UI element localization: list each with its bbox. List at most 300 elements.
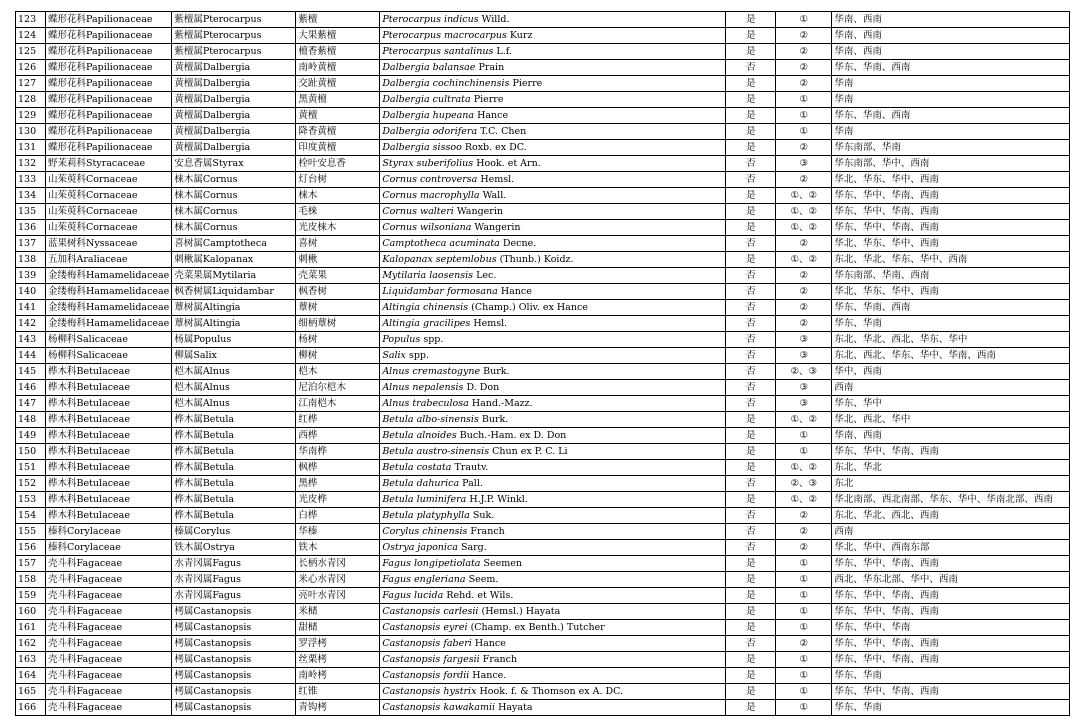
category-cell: ② bbox=[776, 60, 832, 76]
flag-cell: 否 bbox=[726, 540, 776, 556]
distribution-cell: 华东、华中、华南、西南 bbox=[832, 588, 1070, 604]
distribution-cell: 华北、西北、华中 bbox=[832, 412, 1070, 428]
row-number: 149 bbox=[16, 428, 46, 444]
distribution-cell: 东北 bbox=[832, 476, 1070, 492]
author-citation: Hook. et Arn. bbox=[476, 158, 541, 169]
author-citation: Pierre bbox=[473, 94, 504, 105]
category-cell: ① bbox=[776, 444, 832, 460]
latin-binomial: Castanopsis kawakamii bbox=[382, 702, 496, 713]
category-cell: ③ bbox=[776, 332, 832, 348]
flag-cell: 是 bbox=[726, 76, 776, 92]
author-citation: Pierre bbox=[512, 78, 543, 89]
flag-cell: 否 bbox=[726, 316, 776, 332]
flag-cell: 是 bbox=[726, 604, 776, 620]
category-cell: ② bbox=[776, 236, 832, 252]
scientific-name-cell bbox=[380, 60, 726, 76]
flag-cell: 是 bbox=[726, 188, 776, 204]
genus-cell: 栲属Castanopsis bbox=[172, 684, 296, 700]
scientific-name-cell bbox=[380, 556, 726, 572]
genus-cell: 黄檀属Dalbergia bbox=[172, 140, 296, 156]
scientific-name-cell bbox=[380, 684, 726, 700]
author-citation: Burk. bbox=[483, 366, 510, 377]
author-citation: Hance bbox=[477, 110, 509, 121]
row-number: 151 bbox=[16, 460, 46, 476]
row-number: 143 bbox=[16, 332, 46, 348]
family-cell: 壳斗科Fagaceae bbox=[46, 652, 172, 668]
flag-cell: 否 bbox=[726, 156, 776, 172]
genus-cell: 紫檀属Pterocarpus bbox=[172, 44, 296, 60]
category-cell: ② bbox=[776, 524, 832, 540]
category-cell: ② bbox=[776, 508, 832, 524]
table-row bbox=[16, 460, 1070, 476]
flag-cell: 否 bbox=[726, 508, 776, 524]
scientific-name-cell bbox=[380, 252, 726, 268]
distribution-cell: 华南、西南 bbox=[832, 28, 1070, 44]
flag-cell: 是 bbox=[726, 220, 776, 236]
author-citation: Suk. bbox=[472, 510, 495, 521]
latin-binomial: Alnus nepalensis bbox=[382, 382, 464, 393]
distribution-cell: 华中、西南 bbox=[832, 364, 1070, 380]
scientific-name-cell bbox=[380, 284, 726, 300]
category-cell: ② bbox=[776, 268, 832, 284]
flag-cell: 否 bbox=[726, 636, 776, 652]
category-cell: ② bbox=[776, 284, 832, 300]
chinese-name-cell: 柳树 bbox=[296, 348, 380, 364]
table-row bbox=[16, 140, 1070, 156]
table-row bbox=[16, 556, 1070, 572]
genus-cell: 桦木属Betula bbox=[172, 492, 296, 508]
family-cell: 榛科Corylaceae bbox=[46, 540, 172, 556]
chinese-name-cell: 檀香紫檀 bbox=[296, 44, 380, 60]
family-cell: 野茉莉科Styracaceae bbox=[46, 156, 172, 172]
chinese-name-cell: 红锥 bbox=[296, 684, 380, 700]
author-citation: (Champ. ex Benth.) Tutcher bbox=[470, 622, 605, 633]
flag-cell: 是 bbox=[726, 44, 776, 60]
family-cell: 金缕梅科Hamamelidaceae bbox=[46, 268, 172, 284]
chinese-name-cell: 黑黄檀 bbox=[296, 92, 380, 108]
scientific-name-cell bbox=[380, 236, 726, 252]
distribution-cell: 华东、华南、西南 bbox=[832, 108, 1070, 124]
scientific-name-cell bbox=[380, 108, 726, 124]
flag-cell: 是 bbox=[726, 684, 776, 700]
author-citation: Buch.-Ham. ex D. Don bbox=[459, 430, 567, 441]
author-citation: Roxb. ex DC. bbox=[464, 142, 527, 153]
chinese-name-cell: 江南桤木 bbox=[296, 396, 380, 412]
table-row bbox=[16, 636, 1070, 652]
genus-cell: 梾木属Cornus bbox=[172, 220, 296, 236]
table-row bbox=[16, 12, 1070, 28]
latin-binomial: Dalbergia cultrata bbox=[382, 94, 471, 105]
category-cell: ① bbox=[776, 604, 832, 620]
row-number: 156 bbox=[16, 540, 46, 556]
flag-cell: 否 bbox=[726, 476, 776, 492]
table-row bbox=[16, 220, 1070, 236]
author-citation: Wangerin bbox=[456, 206, 503, 217]
latin-binomial: Fagus longipetiolata bbox=[382, 558, 481, 569]
scientific-name-cell bbox=[380, 396, 726, 412]
scientific-name-cell bbox=[380, 76, 726, 92]
distribution-cell: 华东、华南、西南 bbox=[832, 60, 1070, 76]
genus-cell: 紫檀属Pterocarpus bbox=[172, 28, 296, 44]
distribution-cell: 西北、华东北部、华中、西南 bbox=[832, 572, 1070, 588]
genus-cell: 壳菜果属Mytilaria bbox=[172, 268, 296, 284]
flag-cell: 否 bbox=[726, 396, 776, 412]
category-cell: ② bbox=[776, 540, 832, 556]
category-cell: ② bbox=[776, 316, 832, 332]
latin-binomial: Fagus engleriana bbox=[382, 574, 466, 585]
author-citation: Hand.-Mazz. bbox=[471, 398, 533, 409]
latin-binomial: Liquidambar formosana bbox=[382, 286, 498, 297]
author-citation: Lec. bbox=[476, 270, 497, 281]
table-row bbox=[16, 60, 1070, 76]
row-number: 146 bbox=[16, 380, 46, 396]
scientific-name-cell bbox=[380, 332, 726, 348]
row-number: 135 bbox=[16, 204, 46, 220]
genus-cell: 梾木属Cornus bbox=[172, 204, 296, 220]
genus-cell: 蕈树属Altingia bbox=[172, 316, 296, 332]
table-row bbox=[16, 508, 1070, 524]
category-cell: ②、③ bbox=[776, 364, 832, 380]
distribution-cell: 东北、华北、西北、华东、华中 bbox=[832, 332, 1070, 348]
table-row bbox=[16, 668, 1070, 684]
latin-binomial: Betula alnoides bbox=[382, 430, 457, 441]
table-row bbox=[16, 412, 1070, 428]
category-cell: ①、② bbox=[776, 252, 832, 268]
flag-cell: 是 bbox=[726, 652, 776, 668]
row-number: 147 bbox=[16, 396, 46, 412]
chinese-name-cell: 交趾黄檀 bbox=[296, 76, 380, 92]
family-cell: 蝶形花科Papilionaceae bbox=[46, 140, 172, 156]
table-row bbox=[16, 28, 1070, 44]
row-number: 163 bbox=[16, 652, 46, 668]
genus-cell: 安息香属Styrax bbox=[172, 156, 296, 172]
table-row bbox=[16, 236, 1070, 252]
distribution-cell: 华东南部、华中、西南 bbox=[832, 156, 1070, 172]
latin-binomial: Castanopsis fargesii bbox=[382, 654, 480, 665]
flag-cell: 是 bbox=[726, 28, 776, 44]
category-cell: ② bbox=[776, 172, 832, 188]
distribution-cell: 华南 bbox=[832, 124, 1070, 140]
table-row bbox=[16, 268, 1070, 284]
table-row bbox=[16, 588, 1070, 604]
chinese-name-cell: 罗浮栲 bbox=[296, 636, 380, 652]
scientific-name-cell bbox=[380, 540, 726, 556]
chinese-name-cell: 青钩栲 bbox=[296, 700, 380, 716]
chinese-name-cell: 降香黄檀 bbox=[296, 124, 380, 140]
scientific-name-cell bbox=[380, 380, 726, 396]
row-number: 136 bbox=[16, 220, 46, 236]
latin-binomial: Altingia chinensis bbox=[382, 302, 469, 313]
family-cell: 壳斗科Fagaceae bbox=[46, 668, 172, 684]
category-cell: ① bbox=[776, 124, 832, 140]
author-citation: Seemen bbox=[483, 558, 523, 569]
scientific-name-cell bbox=[380, 204, 726, 220]
scientific-name-cell bbox=[380, 316, 726, 332]
family-cell: 榛科Corylaceae bbox=[46, 524, 172, 540]
flag-cell: 是 bbox=[726, 204, 776, 220]
latin-binomial: Betula costata bbox=[382, 462, 452, 473]
category-cell: ② bbox=[776, 636, 832, 652]
row-number: 128 bbox=[16, 92, 46, 108]
genus-cell: 黄檀属Dalbergia bbox=[172, 92, 296, 108]
table-row bbox=[16, 620, 1070, 636]
category-cell: ①、② bbox=[776, 204, 832, 220]
table-row bbox=[16, 444, 1070, 460]
table-row bbox=[16, 124, 1070, 140]
family-cell: 壳斗科Fagaceae bbox=[46, 636, 172, 652]
latin-binomial: Dalbergia cochinchinensis bbox=[382, 78, 510, 89]
distribution-cell: 华东南部、华南、西南 bbox=[832, 268, 1070, 284]
row-number: 126 bbox=[16, 60, 46, 76]
row-number: 140 bbox=[16, 284, 46, 300]
row-number: 137 bbox=[16, 236, 46, 252]
row-number: 124 bbox=[16, 28, 46, 44]
table-row bbox=[16, 188, 1070, 204]
genus-cell: 桦木属Betula bbox=[172, 412, 296, 428]
row-number: 133 bbox=[16, 172, 46, 188]
author-citation: Hance bbox=[474, 638, 506, 649]
flag-cell: 是 bbox=[726, 252, 776, 268]
category-cell: ① bbox=[776, 668, 832, 684]
latin-binomial: Cornus controversa bbox=[382, 174, 478, 185]
family-cell: 蝶形花科Papilionaceae bbox=[46, 44, 172, 60]
genus-cell: 紫檀属Pterocarpus bbox=[172, 12, 296, 28]
scientific-name-cell bbox=[380, 588, 726, 604]
chinese-name-cell: 南岭黄檀 bbox=[296, 60, 380, 76]
author-citation: D. Don bbox=[466, 382, 500, 393]
row-number: 123 bbox=[16, 12, 46, 28]
distribution-cell: 华东、华中、华南、西南 bbox=[832, 604, 1070, 620]
flag-cell: 否 bbox=[726, 236, 776, 252]
chinese-name-cell: 西桦 bbox=[296, 428, 380, 444]
category-cell: ①、② bbox=[776, 220, 832, 236]
chinese-name-cell: 甜槠 bbox=[296, 620, 380, 636]
genus-cell: 桦木属Betula bbox=[172, 460, 296, 476]
latin-binomial: Salix bbox=[382, 350, 406, 361]
scientific-name-cell bbox=[380, 140, 726, 156]
scientific-name-cell bbox=[380, 412, 726, 428]
author-citation: (Thunb.) Koidz. bbox=[499, 254, 574, 265]
family-cell: 壳斗科Fagaceae bbox=[46, 620, 172, 636]
chinese-name-cell: 喜树 bbox=[296, 236, 380, 252]
scientific-name-cell bbox=[380, 636, 726, 652]
genus-cell: 水青冈属Fagus bbox=[172, 572, 296, 588]
category-cell: ① bbox=[776, 556, 832, 572]
flag-cell: 是 bbox=[726, 108, 776, 124]
family-cell: 蓝果树科Nyssaceae bbox=[46, 236, 172, 252]
flag-cell: 否 bbox=[726, 332, 776, 348]
genus-cell: 柳属Salix bbox=[172, 348, 296, 364]
table-row bbox=[16, 396, 1070, 412]
row-number: 158 bbox=[16, 572, 46, 588]
row-number: 165 bbox=[16, 684, 46, 700]
row-number: 131 bbox=[16, 140, 46, 156]
flag-cell: 是 bbox=[726, 92, 776, 108]
distribution-cell: 东北、华北、华东、华中、西南 bbox=[832, 252, 1070, 268]
flag-cell: 否 bbox=[726, 268, 776, 284]
author-citation: spp. bbox=[408, 350, 430, 361]
category-cell: ① bbox=[776, 108, 832, 124]
flag-cell: 是 bbox=[726, 460, 776, 476]
distribution-cell: 华东、华南 bbox=[832, 316, 1070, 332]
distribution-cell: 东北、西北、华东、华中、华南、西南 bbox=[832, 348, 1070, 364]
author-citation: Decne. bbox=[502, 238, 537, 249]
category-cell: ② bbox=[776, 140, 832, 156]
row-number: 155 bbox=[16, 524, 46, 540]
distribution-cell: 华东、华中、华南、西南 bbox=[832, 204, 1070, 220]
latin-binomial: Dalbergia odorifera bbox=[382, 126, 478, 137]
chinese-name-cell: 尼泊尔桤木 bbox=[296, 380, 380, 396]
flag-cell: 是 bbox=[726, 572, 776, 588]
category-cell: ①、② bbox=[776, 460, 832, 476]
scientific-name-cell bbox=[380, 604, 726, 620]
distribution-cell: 华东、华南 bbox=[832, 700, 1070, 716]
table-row bbox=[16, 524, 1070, 540]
category-cell: ①、② bbox=[776, 412, 832, 428]
author-citation: Willd. bbox=[481, 14, 510, 25]
category-cell: ① bbox=[776, 92, 832, 108]
latin-binomial: Kalopanax septemlobus bbox=[382, 254, 497, 265]
author-citation: Hemsl. bbox=[480, 174, 515, 185]
table-row bbox=[16, 156, 1070, 172]
genus-cell: 栲属Castanopsis bbox=[172, 620, 296, 636]
latin-binomial: Dalbergia sissoo bbox=[382, 142, 462, 153]
distribution-cell: 华北南部、西北南部、华东、华中、华南北部、西南 bbox=[832, 492, 1070, 508]
scientific-name-cell bbox=[380, 492, 726, 508]
family-cell: 山茱萸科Cornaceae bbox=[46, 188, 172, 204]
family-cell: 桦木科Betulaceae bbox=[46, 412, 172, 428]
chinese-name-cell: 大果紫檀 bbox=[296, 28, 380, 44]
flag-cell: 是 bbox=[726, 124, 776, 140]
author-citation: Wall. bbox=[482, 190, 507, 201]
scientific-name-cell bbox=[380, 12, 726, 28]
latin-binomial: Betula platyphylla bbox=[382, 510, 470, 521]
species-table bbox=[15, 11, 1070, 716]
category-cell: ②、③ bbox=[776, 476, 832, 492]
author-citation: Wangerin bbox=[474, 222, 521, 233]
genus-cell: 刺楸属Kalopanax bbox=[172, 252, 296, 268]
family-cell: 桦木科Betulaceae bbox=[46, 444, 172, 460]
latin-binomial: Alnus cremastogyne bbox=[382, 366, 481, 377]
row-number: 125 bbox=[16, 44, 46, 60]
row-number: 130 bbox=[16, 124, 46, 140]
chinese-name-cell: 蕈树 bbox=[296, 300, 380, 316]
family-cell: 桦木科Betulaceae bbox=[46, 492, 172, 508]
scientific-name-cell bbox=[380, 188, 726, 204]
flag-cell: 否 bbox=[726, 300, 776, 316]
flag-cell: 是 bbox=[726, 556, 776, 572]
genus-cell: 栲属Castanopsis bbox=[172, 652, 296, 668]
family-cell: 桦木科Betulaceae bbox=[46, 508, 172, 524]
genus-cell: 蕈树属Altingia bbox=[172, 300, 296, 316]
table-row bbox=[16, 604, 1070, 620]
chinese-name-cell: 光皮梾木 bbox=[296, 220, 380, 236]
family-cell: 桦木科Betulaceae bbox=[46, 364, 172, 380]
latin-binomial: Cornus walteri bbox=[382, 206, 454, 217]
genus-cell: 桤木属Alnus bbox=[172, 396, 296, 412]
genus-cell: 桦木属Betula bbox=[172, 508, 296, 524]
scientific-name-cell bbox=[380, 508, 726, 524]
scientific-name-cell bbox=[380, 156, 726, 172]
row-number: 127 bbox=[16, 76, 46, 92]
author-citation: Hook. f. & Thomson ex A. DC. bbox=[479, 686, 624, 697]
family-cell: 桦木科Betulaceae bbox=[46, 476, 172, 492]
table-row bbox=[16, 700, 1070, 716]
chinese-name-cell: 毛梾 bbox=[296, 204, 380, 220]
family-cell: 金缕梅科Hamamelidaceae bbox=[46, 300, 172, 316]
genus-cell: 枫香树属Liquidambar bbox=[172, 284, 296, 300]
family-cell: 壳斗科Fagaceae bbox=[46, 572, 172, 588]
latin-binomial: Castanopsis fordii bbox=[382, 670, 470, 681]
author-citation: Chun ex P. C. Li bbox=[492, 446, 568, 457]
family-cell: 蝶形花科Papilionaceae bbox=[46, 12, 172, 28]
family-cell: 壳斗科Fagaceae bbox=[46, 700, 172, 716]
category-cell: ③ bbox=[776, 380, 832, 396]
author-citation: Franch bbox=[482, 654, 518, 665]
distribution-cell: 东北、华北 bbox=[832, 460, 1070, 476]
chinese-name-cell: 枫香树 bbox=[296, 284, 380, 300]
author-citation: L.f. bbox=[496, 46, 512, 57]
genus-cell: 桦木属Betula bbox=[172, 444, 296, 460]
author-citation: T.C. Chen bbox=[480, 126, 527, 137]
row-number: 159 bbox=[16, 588, 46, 604]
chinese-name-cell: 丝栗栲 bbox=[296, 652, 380, 668]
family-cell: 桦木科Betulaceae bbox=[46, 380, 172, 396]
latin-binomial: Pterocarpus santalinus bbox=[382, 46, 494, 57]
latin-binomial: Ostrya japonica bbox=[382, 542, 458, 553]
chinese-name-cell: 黑桦 bbox=[296, 476, 380, 492]
category-cell: ① bbox=[776, 12, 832, 28]
scientific-name-cell bbox=[380, 700, 726, 716]
category-cell: ①、② bbox=[776, 492, 832, 508]
author-citation: H.J.P. Winkl. bbox=[469, 494, 528, 505]
distribution-cell: 华东、华中、华南、西南 bbox=[832, 652, 1070, 668]
latin-binomial: Cornus macrophylla bbox=[382, 190, 480, 201]
row-number: 164 bbox=[16, 668, 46, 684]
family-cell: 蝶形花科Papilionaceae bbox=[46, 124, 172, 140]
flag-cell: 是 bbox=[726, 140, 776, 156]
table-row bbox=[16, 316, 1070, 332]
row-number: 166 bbox=[16, 700, 46, 716]
chinese-name-cell: 红桦 bbox=[296, 412, 380, 428]
genus-cell: 桦木属Betula bbox=[172, 428, 296, 444]
distribution-cell: 东北、华北、西北、西南 bbox=[832, 508, 1070, 524]
distribution-cell: 华南 bbox=[832, 76, 1070, 92]
family-cell: 山茱萸科Cornaceae bbox=[46, 204, 172, 220]
row-number: 145 bbox=[16, 364, 46, 380]
genus-cell: 栲属Castanopsis bbox=[172, 700, 296, 716]
distribution-cell: 华东、华中、华南、西南 bbox=[832, 444, 1070, 460]
flag-cell: 是 bbox=[726, 444, 776, 460]
chinese-name-cell: 枫桦 bbox=[296, 460, 380, 476]
genus-cell: 水青冈属Fagus bbox=[172, 588, 296, 604]
table-row bbox=[16, 204, 1070, 220]
table-row bbox=[16, 476, 1070, 492]
genus-cell: 榛属Corylus bbox=[172, 524, 296, 540]
family-cell: 金缕梅科Hamamelidaceae bbox=[46, 284, 172, 300]
family-cell: 金缕梅科Hamamelidaceae bbox=[46, 316, 172, 332]
table-row bbox=[16, 684, 1070, 700]
author-citation: Franch bbox=[470, 526, 505, 537]
author-citation: Hayata bbox=[498, 702, 533, 713]
flag-cell: 否 bbox=[726, 348, 776, 364]
genus-cell: 杨属Populus bbox=[172, 332, 296, 348]
category-cell: ① bbox=[776, 684, 832, 700]
latin-binomial: Styrax suberifolius bbox=[382, 158, 474, 169]
category-cell: ① bbox=[776, 428, 832, 444]
scientific-name-cell bbox=[380, 524, 726, 540]
latin-binomial: Castanopsis faberi bbox=[382, 638, 472, 649]
